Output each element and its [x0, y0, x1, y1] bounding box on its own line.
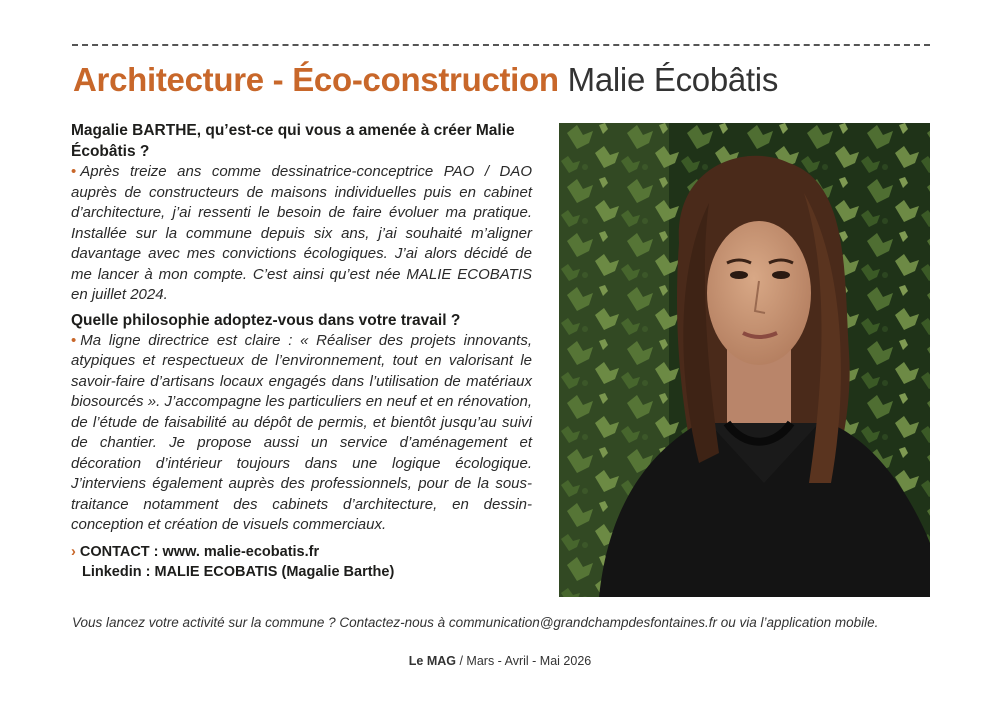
- page-headline: [73, 58, 778, 102]
- interview-article: [71, 120, 532, 582]
- magazine-name: Le MAG: [408, 654, 456, 668]
- call-to-action-note: Vous lancez votre activité sur la commune ? Contactez-nous à communication@grandchampdesfontaines.fr ou via l’application mobile.: [72, 615, 879, 630]
- contact-linkedin[interactable]: Linkedin : MALIE ECOBATIS (Magalie Barthe): [82, 563, 395, 580]
- question-2: Quelle philosophie adoptez-vous dans votre travail ?: [71, 311, 461, 329]
- issue-date: / Mars - Avril - Mai 2026: [456, 654, 592, 668]
- business-name: Malie Écobâtis: [567, 61, 779, 98]
- section-rubric: Architecture - Éco-construction: [73, 61, 559, 98]
- answer-2-text: Ma ligne directrice est claire : « Réaliser des projets innovants, atypiques et respectueux de l’environnement, tout en valorisant le savoir-faire d’artisans locaux engagés dans l’utilisation de matériaux biosourcés ». J’accompagne les particuliers en neuf et en rénovation, de l’étude de faisabilité au dépôt de permis, et bientôt jusqu’au suivi de chantier. Je propose aussi un service d’aménagement et décoration d’intérieur toujours dans une logique écologique. J’interviens également auprès des professionnels, pour de la sous-traitance notamment des cabinets d’architecture, en dessin-conception et création de visuels commerciaux.: [71, 331, 532, 533]
- answer-1: [71, 162, 532, 306]
- page-footer: [0, 652, 1000, 670]
- chevron-right-icon: ›: [71, 543, 76, 560]
- question-1: Magalie BARTHE, qu’est-ce qui vous a amenée à créer Malie Écobâtis ?: [71, 122, 515, 160]
- contact-block: [71, 542, 532, 582]
- bullet-icon: •: [71, 163, 77, 180]
- answer-1-text: Après treize ans comme dessinatrice-conceptrice PAO / DAO auprès de constructeurs de maisons individuelles puis en cabinet d’architecture, j’ai ressenti le besoin de faire évoluer ma pratique. Installée sur la commune depuis six ans, j’ai souhaité m’aligner davantage avec mes convictions écologiques. J’ai alors décidé de me lancer à mon compte. C’est ainsi qu’est née MALIE ECOBATIS en juillet 2024.: [71, 163, 532, 303]
- top-dashed-rule: [72, 44, 930, 46]
- portrait-photo: [559, 123, 930, 597]
- contact-website[interactable]: CONTACT : www. malie-ecobatis.fr: [79, 543, 320, 560]
- contact-line-website: [71, 542, 532, 562]
- answer-2: [71, 331, 532, 536]
- bullet-icon: •: [71, 331, 77, 349]
